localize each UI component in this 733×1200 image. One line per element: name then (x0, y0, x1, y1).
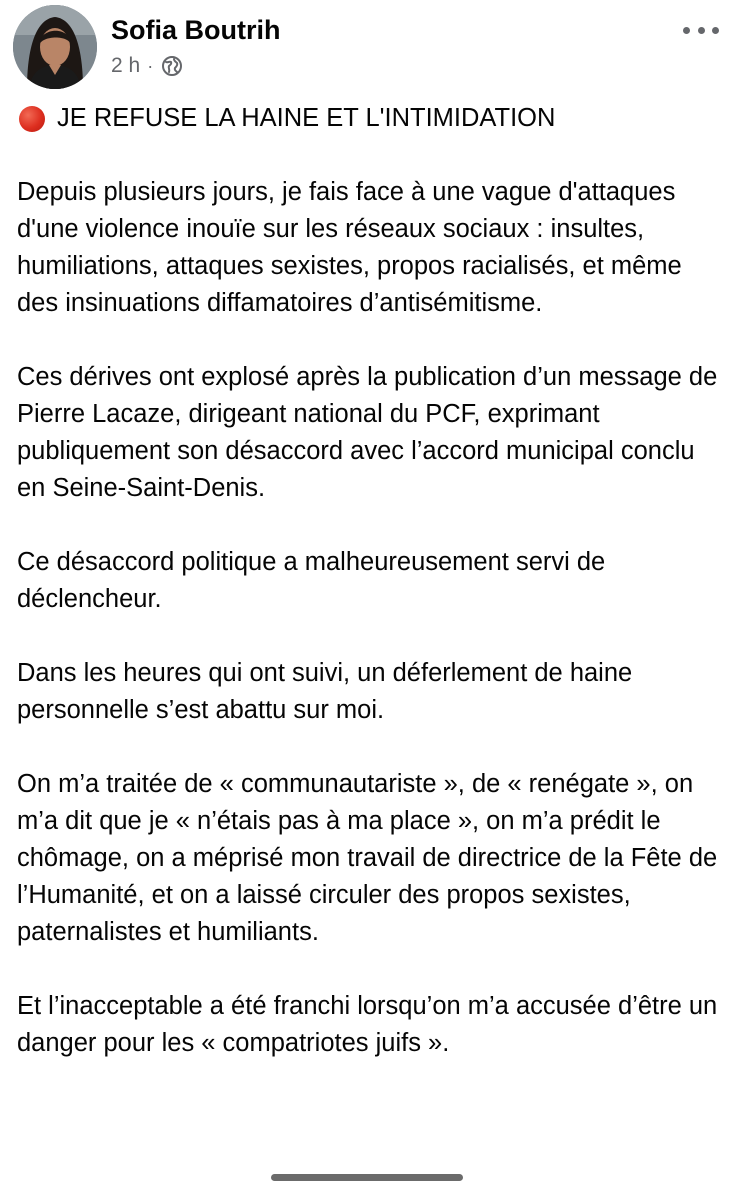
post-paragraph: Ce désaccord politique a malheureusement servi de déclencheur. (17, 548, 606, 613)
avatar[interactable] (13, 5, 97, 89)
post-meta (111, 53, 183, 79)
home-indicator[interactable] (271, 1174, 463, 1181)
post-paragraph: Depuis plusieurs jours, je fais face à une vague d'attaques d'une violence inouïe sur les réseaux sociaux : insultes, humiliations, attaques sexistes, propos racialisés, et même des insinuations diffamatoires d’antisémitisme. (17, 178, 682, 317)
globe-icon[interactable] (161, 55, 183, 77)
more-options-icon[interactable] (683, 20, 719, 40)
red-circle-icon (19, 106, 45, 132)
more-dot (683, 27, 690, 34)
meta-separator: · (147, 55, 154, 76)
post-paragraph: Ces dérives ont explosé après la publication d’un message de Pierre Lacaze, dirigeant national du PCF, exprimant publiquement son désaccord avec l’accord municipal conclu en Seine-Saint-Denis. (17, 363, 718, 502)
post-timestamp[interactable]: 2 h (111, 54, 141, 77)
more-dot (698, 27, 705, 34)
post-header (0, 0, 733, 100)
avatar-photo (13, 5, 97, 89)
post-body (17, 100, 722, 1099)
author-name[interactable]: Sofia Boutrih (111, 15, 281, 45)
post-paragraph: Et l’inacceptable a été franchi lorsqu’on m’a accusée d’être un danger pour les « compatriotes juifs ». (17, 992, 718, 1057)
more-dot (712, 27, 719, 34)
post-headline (17, 100, 722, 137)
headline-text: JE REFUSE LA HAINE ET L'INTIMIDATION (57, 104, 556, 132)
post-paragraph: On m’a traitée de « communautariste », de « renégate », on m’a dit que je « n’étais pas à ma place », on m’a prédit le chômage, on a méprisé mon travail de directrice de la Fête de l’Humanité, et on a laissé circuler des propos sexistes, paternalistes et humiliants. (17, 770, 718, 946)
post-paragraph: Dans les heures qui ont suivi, un déferlement de haine personnelle s’est abattu sur moi. (17, 659, 633, 724)
